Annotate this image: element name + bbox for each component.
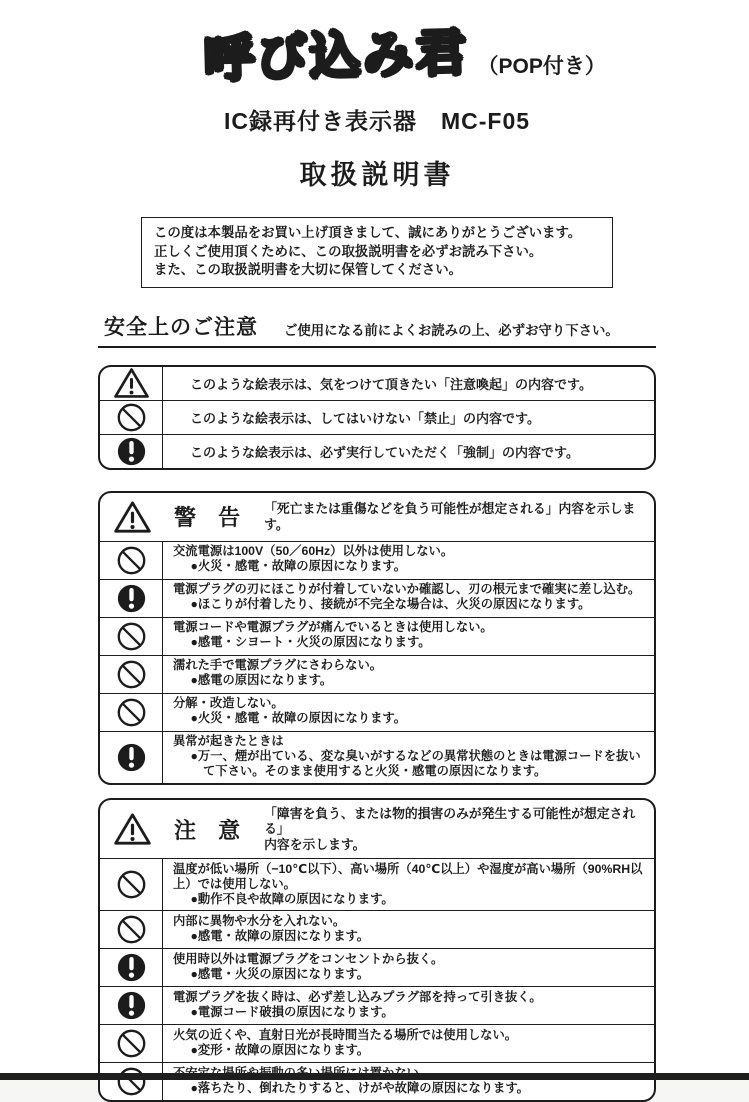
mandatory-icon <box>100 732 163 783</box>
rule-title: 電源プラグの刃にほこりが付着していないか確認し、刃の根元まで確実に差し込む。 <box>173 582 641 597</box>
rule-detail: ●感電・シヨート・火災の原因になります。 <box>190 635 431 650</box>
caution-table-header <box>100 800 654 859</box>
brand-suffix: （POP付き） <box>477 55 606 78</box>
rule-detail: ●ほこりが付着したり、接続が不完全な場合は、火災の原因になります。 <box>190 597 591 612</box>
legend-text: このような絵表示は、気をつけて頂きたい「注意喚起」の内容です。 <box>190 376 592 392</box>
rule-title: 電源コードや電源プラグが痛んでいるときは使用しない。 <box>173 620 493 635</box>
caution-row <box>100 1062 654 1100</box>
prohibition-icon <box>100 401 163 434</box>
mandatory-icon <box>100 987 163 1024</box>
warning-row <box>100 541 654 579</box>
rule-title: 温度が低い場所（−10℃以下）、高い場所（40℃以上）や湿度が高い場所（90%RH以上）では使用しない。 <box>173 861 643 891</box>
caution-description-line: 「障害を負う、または物的損害のみが発生する可能性が想定される」 <box>264 805 636 837</box>
rule-title: 異常が起きたときは <box>173 734 284 749</box>
warning-triangle-icon <box>113 500 152 534</box>
caution-row <box>100 858 654 910</box>
warning-label: 警 告 <box>174 505 249 531</box>
warning-triangle-icon <box>100 367 163 400</box>
rule-detail: ●落ちたり、倒れたりすると、けがや故障の原因になります。 <box>190 1080 529 1095</box>
warning-triangle-icon <box>113 812 152 846</box>
safety-section-title: 安全上のご注意 <box>104 315 258 339</box>
rule-title: 電源プラグを抜く時は、必ず差し込みプラグ部を持って引き抜く。 <box>173 989 542 1004</box>
product-model: IC録再付き表示器 MC-F05 <box>223 108 531 134</box>
rule-detail: ●感電の原因になります。 <box>190 673 333 688</box>
rule-title: 分解・改造しない。 <box>173 696 284 711</box>
caution-description <box>264 806 646 853</box>
rule-detail: ●万一、煙が出ている、変な臭いがするなどの異常状態のときは電源コードを抜いて下さい。そのまま使用すると火災・感電の原因になります。 <box>190 749 641 779</box>
rule-detail: ●火災・感電・故障の原因になります。 <box>190 711 406 726</box>
warning-row <box>100 617 654 655</box>
rule-title: 内部に異物や水分を入れない。 <box>173 913 346 928</box>
warning-row <box>100 731 654 783</box>
symbol-legend-table <box>98 365 656 470</box>
caution-row <box>100 948 654 986</box>
mandatory-icon <box>100 580 163 617</box>
rule-detail: ●動作不良や故障の原因になります。 <box>190 891 394 906</box>
caution-label: 注 意 <box>174 817 249 843</box>
prohibition-icon <box>100 1025 163 1062</box>
page-bottom-edge <box>0 1073 749 1080</box>
legend-text: このような絵表示は、必ず実行していただく「強制」の内容です。 <box>190 444 579 460</box>
prohibition-icon <box>100 1063 163 1100</box>
legend-row <box>100 434 654 468</box>
caution-row <box>100 986 654 1024</box>
caution-table <box>98 798 656 1102</box>
caution-description-line: 内容を示します。 <box>264 836 366 852</box>
page-title: 取扱説明書 <box>299 160 455 190</box>
intro-line: また、この取扱説明書を大切に保管してください。 <box>154 262 462 278</box>
prohibition-icon <box>100 542 163 579</box>
rule-title: 濡れた手で電源プラグにさわらない。 <box>173 658 383 673</box>
intro-box <box>141 217 613 288</box>
warning-description: 「死亡または重傷などを負う可能性が想定される」内容を示します。 <box>264 501 636 532</box>
rule-detail: ●電源コード破損の原因になります。 <box>190 1004 394 1019</box>
prohibition-icon <box>100 694 163 731</box>
rule-detail: ●変形・故障の原因になります。 <box>190 1042 370 1057</box>
warning-table-header <box>100 493 654 541</box>
rule-title: 火気の近くや、直射日光が長時間当たる場所では使用しない。 <box>173 1027 518 1042</box>
rule-title: 使用時以外は電源プラグをコンセントから抜く。 <box>173 951 444 966</box>
mandatory-icon <box>100 435 163 468</box>
brand-row <box>98 26 656 99</box>
prohibition-icon <box>100 911 163 948</box>
rule-detail: ●感電・火災の原因になります。 <box>190 966 370 981</box>
safety-section-note: ご使用になる前によくお読みの上、必ずお守り下さい。 <box>284 322 619 338</box>
legend-row <box>100 400 654 434</box>
rule-detail: ●火災・感電・故障の原因になります。 <box>190 559 406 574</box>
rule-detail: ●感電・故障の原因になります。 <box>190 928 370 943</box>
legend-row <box>100 367 654 400</box>
mandatory-icon <box>100 949 163 986</box>
caution-row <box>100 1024 654 1062</box>
legend-text: このような絵表示は、してはいけない「禁止」の内容です。 <box>190 410 540 426</box>
intro-line: 正しくご使用頂くために、この取扱説明書を必ずお読み下さい。 <box>154 243 543 259</box>
prohibition-icon <box>100 618 163 655</box>
warning-row <box>100 655 654 693</box>
warning-row <box>100 693 654 731</box>
prohibition-icon <box>100 656 163 693</box>
intro-line: この度は本製品をお買い上げ頂きまして、誠にありがとうございます。 <box>154 225 582 240</box>
prohibition-icon <box>100 859 163 910</box>
safety-section-header <box>98 311 656 348</box>
caution-row <box>100 910 654 948</box>
warning-row <box>100 579 654 617</box>
warning-table <box>98 491 656 785</box>
brand-title: 呼び込み君 <box>203 24 470 88</box>
rule-title: 交流電源は100V（50／60Hz）以外は使用しない。 <box>173 544 454 559</box>
